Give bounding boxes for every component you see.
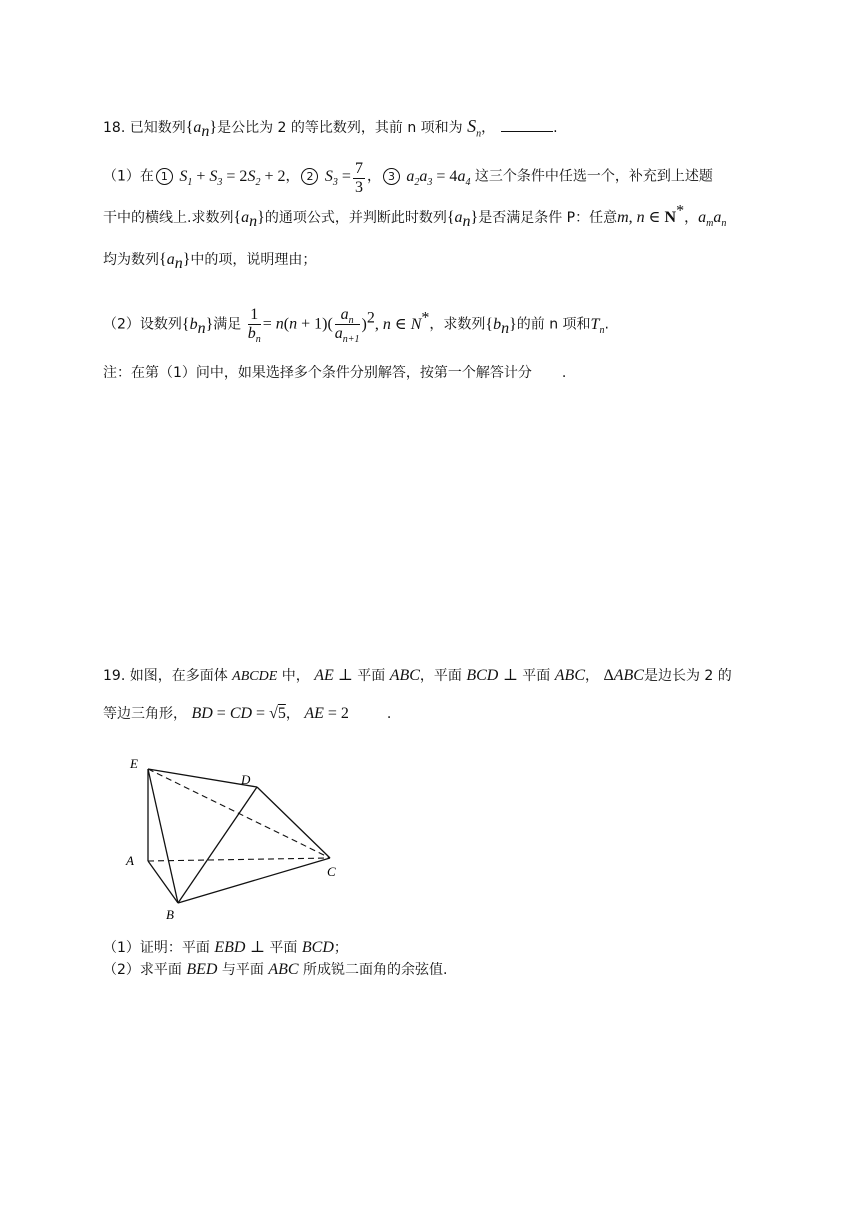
q18-p1-text2: 干中的横线上.求数列 [103,210,234,226]
edge-ac-dashed [148,858,330,861]
q19-text1: 如图，在多面体 ABCDE 中， [129,668,310,684]
q19-text3: 是边长为 2 的 [643,668,732,684]
q18-p1-text5: 均为数列 [103,252,159,268]
q18-part2-label: （2）设数列 [103,316,182,333]
q19-cond-ae2: AE = 2 [304,705,349,722]
label-c: C [327,864,336,879]
comma: ， [481,120,496,136]
q18-p2-text1: 满足 [213,316,242,333]
q19-cond-ae: AE ⊥ [314,667,353,684]
cond-1: $S_1 + S_3 = 2S_2 + 2$ [179,167,286,188]
label-e: E [130,756,138,771]
q19-part2: （2）求平面 BED 与平面 ABC 所成锐二面角的余弦值. [103,961,448,978]
edge-bd [178,787,257,903]
answer-blank[interactable] [501,119,553,132]
cond-3: $a_2a_3 = 4a_4$ [406,167,471,188]
q18-line-1: 18. 已知数列$\{a_n\}$是公比为 2 的等比数列，其前 n 项和为 $S_n$， . [103,116,558,141]
am-an: $a_ma_n$ [698,209,727,230]
label-a: A [126,853,134,868]
q19-cond-bd: BD = CD = √5 [191,705,286,722]
seq-b: $\{b_n\}$ [181,315,214,337]
q19-part1: （1）证明：平面 EBD ⊥ 平面 BCD； [103,939,348,956]
q18-p1-text6: 中的项，说明理由； [190,252,317,268]
sn-symbol: $S_n$ [467,116,482,140]
edge-bc [178,858,330,903]
q18-intro: 已知数列 [129,120,186,136]
q18-part1-label: （1）在 [103,168,154,185]
tn-symbol: $T_n$ [590,315,605,336]
fraction-7-3: $\frac{7}{3}$ [354,160,363,196]
q19-triangle: ΔABC [603,667,644,684]
circle-2-icon: 2 [301,168,318,185]
q18-line-3: 干中的横线上.求数列$\{a_n\}$的通项公式，并判断此时数列$\{a_n\}$是否满足条件 P：任意m, n ∈ N*，$a_ma_n$ [103,202,727,231]
edge-dc [257,787,330,858]
q18-line-2: （1）在 1 $S_1 + S_3 = 2S_2 + 2$， 2 $S_3$ = $\frac{7}{3}$ ， 3 $a_2a_3 = 4a_4$ 这三个条件中任选一个，补充到上述题 [103,160,713,196]
mn-in-n: m, n ∈ N* [617,202,685,226]
q18-p1-text3: 的通项公式，并判断此时数列 [264,210,447,226]
q18-number: 18. [103,120,130,136]
q18-p2-text3: 的前 n 项和 [516,316,591,333]
fraction-1-bn: $\frac{1}{b_n}$ [247,306,261,346]
p2-formula: = n(n + 1)( [262,315,333,333]
circle-3-icon: 3 [383,168,400,185]
q18-p2-text2: ，求数列 [429,316,486,333]
q19-text4: 等边三角形， [103,706,187,722]
cond-2: $S_3$ = [324,167,351,188]
q19-line-2: 等边三角形， BD = CD = √5， AE = 2 . [103,705,392,722]
q18-p1-text1: 这三个条件中任选一个，补充到上述题 [474,168,713,185]
label-b: B [166,907,174,922]
polyhedron-figure [120,748,360,928]
label-d: D [241,772,251,787]
q19-number: 19. [103,668,126,684]
q18-note: 注：在第（1）问中，如果选择多个条件分别解答，按第一个解答计分 . [103,365,567,381]
q19-line-1: 19. 如图，在多面体 ABCDE 中， AE ⊥ 平面 ABC，平面 BCD ⊥ 平面 ABC， ΔABC是边长为 2 的 [103,667,732,684]
q18-p1-text4: 是否满足条件 P：任意 [478,210,618,226]
q18-intro2: 是公比为 2 的等比数列，其前 n 项和为 [217,120,463,136]
q18-line-4: 均为数列$\{a_n\}$中的项，说明理由； [103,251,317,273]
q18-line-5: （2）设数列$\{b_n\}$满足 $\frac{1}{b_n}$ = n(n + 1)( $\frac{a_n}{a_{n+1}}$ )$^2$, n ∈ N*，求数列$\{b_n\}$的前 n 项和$T_n$. [103,306,609,346]
seq-a: $\{a_n\}$ [185,119,218,141]
circle-1-icon: 1 [156,168,173,185]
